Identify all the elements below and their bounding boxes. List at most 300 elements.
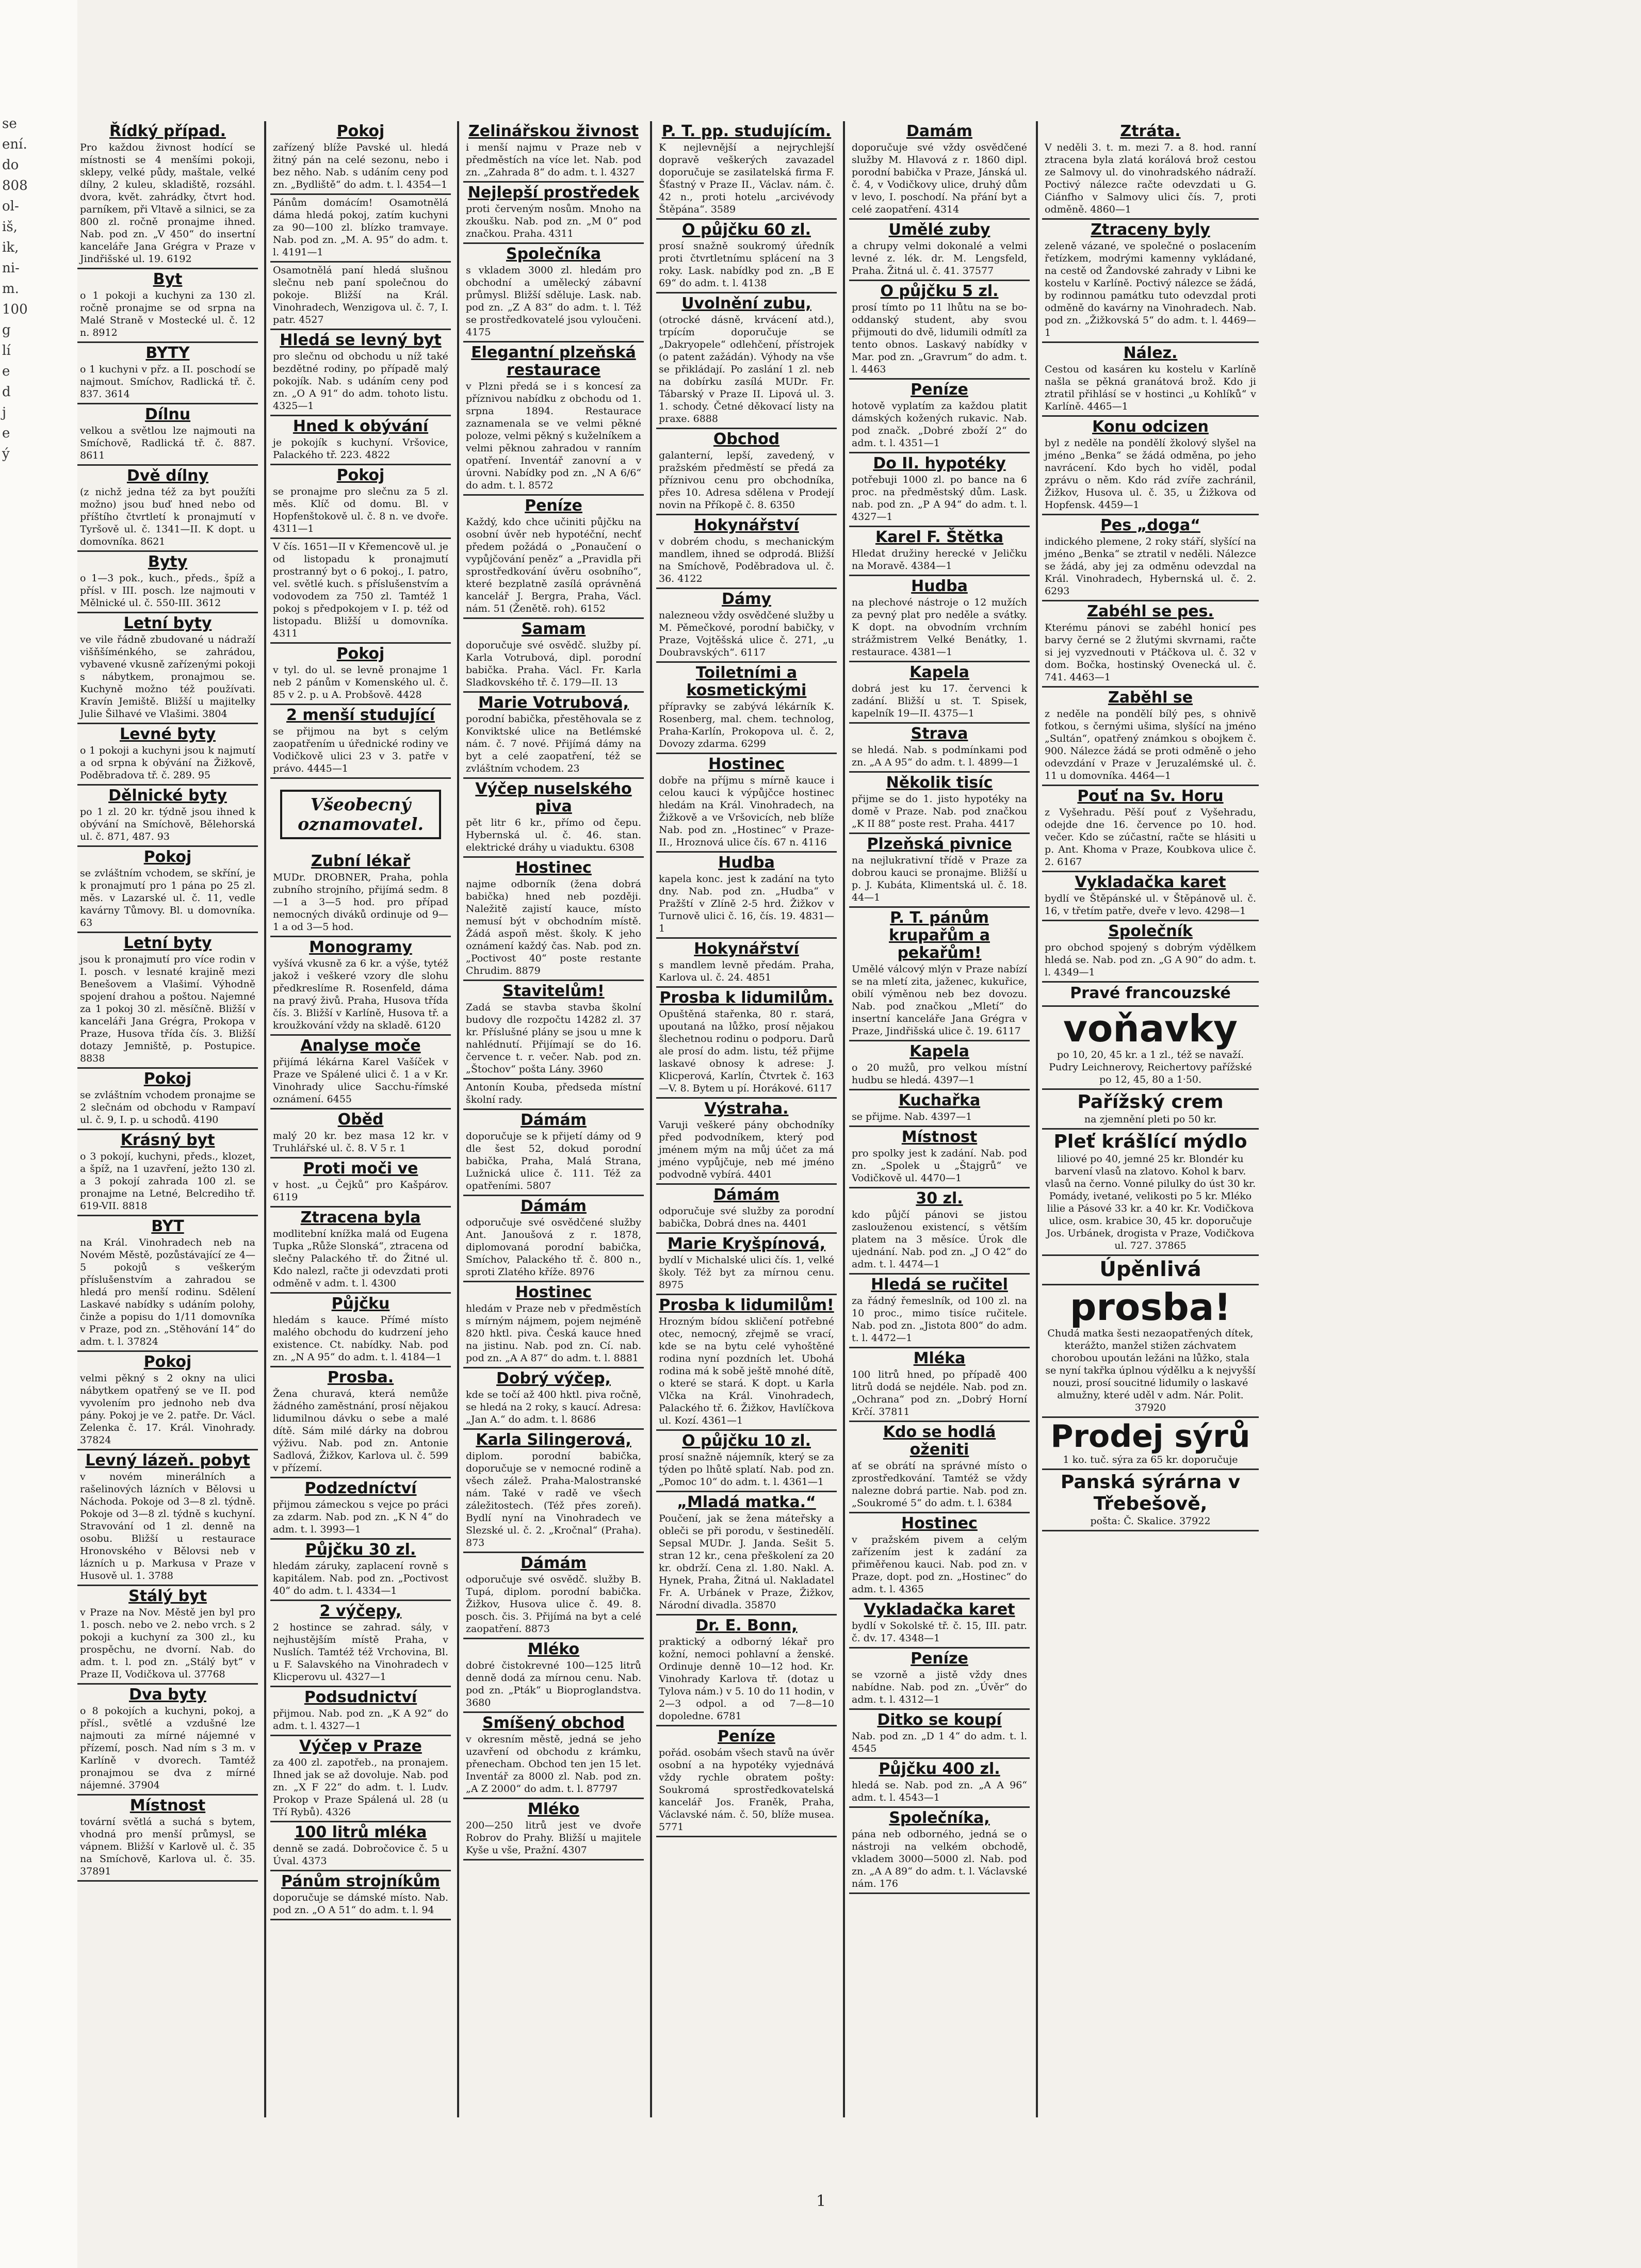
ad-heading: Obchod bbox=[713, 430, 780, 448]
classified-ad bbox=[270, 263, 451, 330]
edge-fragment: 808 bbox=[2, 178, 28, 193]
classified-ad bbox=[270, 644, 451, 705]
ad-text: za 400 zl. zapotřeb., na pronajem. Ihned jak se až dovoluje. Nab. pod zn. „X F 22“ do adm. t. l. Ludv. Prokop v Praze Spálená ul. 28 (u Tří Rybů). 4326 bbox=[273, 1757, 448, 1818]
edge-fragment: ol- bbox=[2, 199, 19, 214]
classified-ad bbox=[77, 121, 258, 269]
ad-heading: Proti moči ve bbox=[303, 1160, 418, 1178]
edge-fragment: m. bbox=[2, 281, 19, 297]
classified-ad bbox=[849, 662, 1030, 724]
ad-heading: Hostinec bbox=[901, 1514, 978, 1532]
ad-text: kapela konc. jest k zadání na tyto dny. Nab. pod zn. „Hudba“ v Pražští v Zlíně 2-5 hrd. Žižkov v Turnově ulici č. 16, čís. 19. 4831—1 bbox=[659, 873, 834, 934]
classified-ad bbox=[849, 724, 1030, 773]
ad-text: o 20 mužů, pro velkou místní hudbu se hledá. 4397—1 bbox=[852, 1062, 1027, 1086]
ad-text: Osamotnělá paní hledá slušnou slečnu neb paní společnou do pokoje. Bližší na Král. Vinohradech, Wenzigova ul. č. 7, I. patr. 4527 bbox=[273, 265, 448, 325]
classified-ad bbox=[1042, 1130, 1259, 1256]
classified-ad bbox=[1042, 688, 1259, 786]
ad-heading: „Mladá matka.“ bbox=[677, 1493, 816, 1511]
ad-heading: Pleť krášlící mýdlo bbox=[1053, 1131, 1247, 1152]
ad-heading: O půjčku 5 zl. bbox=[880, 282, 999, 300]
classified-ad bbox=[1042, 786, 1259, 872]
ad-text: diplom. porodní babička, doporučuje se v nemocné rodině a všech zálež. Praha-Malostranské nám. Také v radě ve všech záležitostech. (Též přes zoreň). Bydlí nyní na Vinohradech ve Slezské ul. č. 2. „Kročnal“ (Praha). 873 bbox=[466, 1450, 641, 1548]
classified-ad bbox=[463, 981, 644, 1080]
ad-heading: BYTY bbox=[145, 344, 190, 362]
ad-text: o 1 kuchyni v přz. a II. poschodí se najmout. Smíchov, Radlická tř. č. 837. 3614 bbox=[80, 364, 255, 400]
ad-text: pořád. osobám všech stavů na úvěr osobní a na hypotéky vyjednává vždy rychle obratem pošty: Soukromá sprostředkovatelská kancelář Jos. Franěk, Praha, Václavské nám. č. 50, blíže musea. 5771 bbox=[659, 1747, 834, 1833]
classified-ad bbox=[1042, 1090, 1259, 1130]
ad-heading: Oběd bbox=[337, 1111, 384, 1129]
ad-heading: Samam bbox=[521, 620, 586, 638]
classified-ad bbox=[656, 220, 837, 293]
classified-ad bbox=[656, 939, 837, 988]
ad-heading: Dámám bbox=[521, 1197, 587, 1215]
ad-heading: Hledá se ručitel bbox=[871, 1276, 1008, 1294]
ad-text: proti červeným nosům. Mnoho na zkoušku. Nab. pod zn. „M 0“ pod značkou. Praha. 4311 bbox=[466, 203, 641, 239]
classified-ad bbox=[1042, 417, 1259, 515]
ad-text: kde se točí až 400 hktl. piva ročně, se hledá na 2 roky, s kaucí. Adresa: „Jan A.“ do adm. t. l. 8686 bbox=[466, 1389, 641, 1425]
ad-text: tovární světlá a suchá s bytem, vhodná pro menší průmysl, se vápnem. Bližší v Karlově ul. č. 35 na Smíchově, Karlova ul. č. 35. 37891 bbox=[80, 1816, 255, 1877]
classified-ad bbox=[463, 1639, 644, 1713]
ad-heading: Podsudnictví bbox=[304, 1688, 417, 1706]
ad-text: doporučuje se k přijetí dámy od 9 dle šest 52, dokud porodní babička, Praha, Malá Strana, Lužnická ulice č. 111. Též za opatřeními. 5807 bbox=[466, 1131, 641, 1192]
ad-text: v okresním městě, jedná se jeho uzavření od obchodu z krámku, přenecham. Obchod ten jen 15 let. Inventář za 8000 zl. Nab. pod zn. „A Z 2000“ do adm. t. l. 87797 bbox=[466, 1734, 641, 1794]
classified-ad bbox=[849, 1348, 1030, 1422]
classified-ad bbox=[849, 834, 1030, 908]
ad-text: pro obchod spojený s dobrým výdělkem hledá se. Nab. pod zn. „G A 90“ do adm. t. l. 4349—1 bbox=[1045, 942, 1256, 978]
ad-text: hledám v Praze neb v předměstích s mírným nájmem, pojem nejméně 820 hktl. piva. Česká kauce hned na jistinu. Nab. pod zn. Cí. nab. pod zn. „A A 87“ do adm. t. l. 8881 bbox=[466, 1303, 641, 1364]
classified-ad bbox=[270, 1478, 451, 1540]
ad-text: modlitební knížka malá od Eugena Tupka „Růže Slonská“, ztracena od slečny Palackého tř. do Žitné ul. Kdo nalezl, račte ji odevzdati proti odměně v adm. t. l. 4300 bbox=[273, 1228, 448, 1289]
ad-text: MUDr. DROBNER, Praha, pohla zubního strojního, přijímá sedm. 8—1 a 3—5 hod. pro případ nemocných diváků ordinuje od 9—1 a od 3—5 hod. bbox=[273, 872, 448, 933]
ad-text: se hledá. Nab. s podmínkami pod zn. „A A 95“ do adm. t. l. 4899—1 bbox=[852, 744, 1027, 768]
classified-ad bbox=[656, 1616, 837, 1726]
classified-ad bbox=[849, 576, 1030, 662]
ad-heading: Letní byty bbox=[123, 934, 212, 952]
ad-text: i menší najmu v Praze neb v předměstích na více let. Nab. pod zn. „Zahrada 8“ do adm. t. l. 4327 bbox=[466, 142, 641, 178]
ad-text: bydlí v Michalské ulici čís. 1, velké školy. Též byt za mírnou cenu. 8975 bbox=[659, 1254, 834, 1291]
ad-heading: Výstraha. bbox=[704, 1100, 789, 1118]
ad-heading: O půjčku 10 zl. bbox=[682, 1432, 811, 1450]
classified-ad bbox=[849, 1710, 1030, 1759]
ad-text: jsou k pronajmutí pro více rodin v I. posch. v lesnaté krajině mezi Benešovem a Vlašimí. Výhodně spojení drahou a poštou. Najemné za 1 pokoj 30 zl. měsíčně. Bližší v kanceláři Jana Grégra, Prokopa v Praze, Husova třída čís. 3. Bližší dotazy Jemniště, p. Postupice. 8838 bbox=[80, 954, 255, 1064]
classified-ad bbox=[1042, 121, 1259, 220]
ad-heading: Kdo se hodlá oženiti bbox=[883, 1423, 996, 1459]
classified-ad bbox=[463, 1799, 644, 1861]
ad-heading: P. T. pp. studujícím. bbox=[661, 122, 832, 140]
ad-heading: Dámám bbox=[521, 1111, 587, 1129]
ad-text: hotově vyplatím za každou platit dámských kožených rukavic. Nab. pod značk. „Dobré zboží 2“ do adm. t. l. 4351—1 bbox=[852, 400, 1027, 449]
classified-ad bbox=[656, 121, 837, 220]
ad-heading: Stavitelům! bbox=[502, 982, 605, 1000]
classified-ad bbox=[270, 195, 451, 263]
ad-heading: Zubní lékař bbox=[311, 852, 411, 870]
edge-fragment: lí bbox=[2, 343, 11, 358]
ad-heading: Pokoj bbox=[143, 848, 192, 866]
ad-heading: Hokynářství bbox=[694, 940, 799, 958]
classified-ad bbox=[656, 988, 837, 1099]
classified-ad bbox=[1042, 220, 1259, 343]
ad-heading: Hudba bbox=[911, 577, 968, 595]
classified-ad bbox=[849, 1649, 1030, 1710]
ad-text: Opuštěná stařenka, 80 r. stará, upoutaná na lůžko, prosí nějakou šlechetnou rodinu o podporu. Darů ale prosí do adm. listu, též přijme laskavé obnosy k adrese: J. Klicperová, Karlín, Čtvrtek č. 163—V. 8. Bytem u pí. Horákové. 6117 bbox=[659, 1008, 834, 1094]
ad-text: Každý, kdo chce učiniti půjčku na osobní úvěr neb hypotéční, nechť předem požádá o „Ponaučení o vypůjčování peněz“ a „Pravidla při sprostředkování úvěru osobního“, které bezplatně zasílá oprávněná kancelář J. Bergra, Praha, Václ. nám. 51 (Ženětě. roh). 6152 bbox=[466, 516, 641, 614]
classified-ad bbox=[270, 937, 451, 1036]
ad-heading: Nález. bbox=[1123, 344, 1178, 362]
ad-heading: Kuchařka bbox=[898, 1091, 981, 1109]
classified-ad bbox=[270, 1208, 451, 1294]
column-2 bbox=[270, 121, 451, 2117]
ad-text: na nejlukrativní třídě v Praze za dobrou kauci se pronajme. Bližší u p. J. Kubáta, Klimentská ul. č. 18. 44—1 bbox=[852, 855, 1027, 903]
ad-text: dobrá jest ku 17. červenci k zadání. Bližší u st. T. Spisek, kapelník 19—II. 4375—1 bbox=[852, 683, 1027, 719]
ad-heading: Hostinec bbox=[515, 1283, 592, 1301]
edge-fragment: ni- bbox=[2, 260, 20, 276]
ad-heading: Pokoj bbox=[336, 466, 385, 484]
classified-ad bbox=[1042, 515, 1259, 601]
ad-heading: Ztraceny byly bbox=[1091, 221, 1210, 239]
classified-ad bbox=[77, 724, 258, 786]
ad-heading: Kapela bbox=[909, 663, 969, 681]
ad-heading: Zabéhl se pes. bbox=[1087, 602, 1214, 621]
classified-ad bbox=[463, 779, 644, 858]
ad-heading: Pes „doga“ bbox=[1100, 516, 1200, 534]
classified-ad bbox=[270, 539, 451, 644]
ad-text: liliové po 40, jemné 25 kr. Blondér ku barvení vlasů na zlatovo. Kohol k barv. vlasů na černo. Vonné pilulky do úst 30 kr. Pomády, ivetané, velikosti po 5 kr. Mléko lilie a Pásové 33 kr. a 40 kr. Kr. Vodičkova ulice, osm. krabice 30, 45 kr. doporučuje Jos. Urbánek, drogista v Praze, Vodičkova ul. 727. 37865 bbox=[1045, 1153, 1256, 1251]
ad-heading: Letní byty bbox=[123, 614, 212, 632]
left-page-edge bbox=[0, 0, 77, 2268]
classified-ad bbox=[849, 1513, 1030, 1600]
classified-ad bbox=[849, 380, 1030, 453]
ad-heading: Hned k obývání bbox=[293, 417, 429, 435]
ad-heading: Levný lázeň. pobyt bbox=[85, 1451, 250, 1470]
ad-heading: Strava bbox=[911, 725, 968, 743]
ad-text: Varuji veškeré pány obchodníky před podvodníkem, který pod jménem mým na můj účet za má jméno vypůjčuje, neb mé jméno podvodně vybírá. 4401 bbox=[659, 1119, 834, 1180]
column-rule bbox=[843, 121, 845, 2117]
newspaper-page bbox=[77, 121, 1604, 2117]
classified-ad bbox=[656, 515, 837, 589]
classified-ad bbox=[849, 773, 1030, 834]
ad-heading: Kapela bbox=[909, 1042, 969, 1060]
ad-text: pošta: Č. Skalice. 37922 bbox=[1090, 1515, 1211, 1527]
ad-heading: Dvě dílny bbox=[126, 467, 209, 485]
ad-heading: Krásný byt bbox=[120, 1131, 215, 1149]
classified-ad bbox=[270, 1036, 451, 1109]
ad-heading: Do II. hypotéky bbox=[873, 454, 1006, 472]
classified-ad bbox=[463, 1553, 644, 1639]
ad-heading: Levné byty bbox=[119, 725, 216, 743]
classified-ad bbox=[463, 183, 644, 244]
ad-heading: Konu odcizen bbox=[1092, 418, 1209, 436]
classified-ad bbox=[656, 1295, 837, 1431]
classified-ad bbox=[1042, 872, 1259, 921]
ad-heading: Několik tisíc bbox=[886, 774, 993, 792]
ad-heading: Karla Silingerová, bbox=[476, 1431, 631, 1449]
classified-ad bbox=[77, 1069, 258, 1130]
ad-text: s vkladem 3000 zl. hledám pro obchodní a umělecký zábavní průmysl. Bližší sděluje. Lask. nab. pod zn. „Z A 83“ do adm. t. l. Též se prostředkovatelé jsou vyloučeni. 4175 bbox=[466, 265, 641, 338]
ad-heading: Podzedníctví bbox=[304, 1479, 417, 1497]
classified-ad bbox=[77, 786, 258, 847]
ad-text: se vzorně a jistě vždy dnes nabídne. Nab. pod zn. „Úvěr“ do adm. t. l. 4312—1 bbox=[852, 1669, 1027, 1705]
ad-text: 1 ko. tuč. sýra za 65 kr. doporučuje bbox=[1063, 1454, 1238, 1465]
classified-ad bbox=[270, 1822, 451, 1871]
ad-heading: Plzeňská pivnice bbox=[867, 835, 1012, 853]
classified-ad bbox=[77, 466, 258, 552]
ad-text: o 1—3 pok., kuch., předs., špíž a přísl. v III. posch. lze najmouti v Mělnické ul. č. 550-III. 3612 bbox=[80, 573, 255, 609]
ad-heading: Hledá se levný byt bbox=[280, 331, 442, 349]
classified-ad bbox=[270, 851, 451, 937]
ad-text: Pánům domácím! Osamotnělá dáma hledá pokoj, zatím kuchyni za 90—100 zl. blízko tramvaye. Nab. pod zn. „M. A. 95“ do adm. t. l. 4191—1 bbox=[273, 197, 448, 258]
classified-ad bbox=[849, 1041, 1030, 1090]
ad-heading: Marie Votrubová, bbox=[478, 694, 629, 712]
classified-ad bbox=[1042, 983, 1259, 1007]
ad-heading: 100 litrů mléka bbox=[294, 1823, 427, 1841]
ad-heading: Mléka bbox=[913, 1349, 966, 1367]
edge-fragment: do bbox=[2, 157, 19, 173]
ad-heading: Pokoj bbox=[336, 645, 385, 663]
ad-heading: Vykladačka karet bbox=[864, 1601, 1015, 1619]
ad-heading: Hokynářství bbox=[694, 516, 799, 534]
ad-heading: Monogramy bbox=[309, 938, 412, 956]
ad-heading: Stálý byt bbox=[128, 1587, 207, 1605]
ad-heading: Dobrý výčep, bbox=[496, 1369, 611, 1388]
ad-text: Pro každou živnost hodící se místnosti se 4 menšími pokoji, sklepy, velké půdy, maštale, velké dílny, 2 kuleu, skladiště, rozsáhl. dvora, květ. zahrádky, čtvrt hod. parníkem, při Vltavě a silnici, se za 800 zl. ročně pronajme ihned. Nab. pod zn. „V 450“ do insertní kanceláře Jana Grégra v Praze v Jindřišské ul. 19. 6192 bbox=[80, 142, 255, 265]
ad-text: ať se obrátí na správné místo o zprostředkování. Tamtéž se vždy nalezne dobrá partie. Nab. pod zn. „Soukromé 5“ do adm. t. l. 6384 bbox=[852, 1460, 1027, 1509]
ad-text: nalezneou vždy osvědčené služby u M. Pěmečkové, porodní babičky, v Praze, Vojtěšská ulice č. 271, „u Doubravských“. 6117 bbox=[659, 610, 834, 658]
ad-heading: Společníka bbox=[506, 245, 601, 263]
classified-ad bbox=[1042, 1285, 1259, 1418]
ad-heading: Zaběhl se bbox=[1108, 689, 1193, 707]
ad-heading: Místnost bbox=[901, 1128, 978, 1146]
classified-ad bbox=[656, 1185, 837, 1234]
classified-ad bbox=[270, 779, 451, 851]
ad-text: na plechové nástroje o 12 mužích za pevný plat pro neděle a svátky. K dopt. na obvodním vrchním strážmistrem Velké Benátky, 1. restaurace. 4381—1 bbox=[852, 597, 1027, 658]
ad-heading: Toiletními a kosmetickými bbox=[686, 664, 807, 699]
ad-heading: Uvolnění zubu, bbox=[681, 295, 811, 313]
classified-ad bbox=[77, 1130, 258, 1216]
ad-text: se zvláštním vchodem, se skříní, je k pronajmutí pro 1 pána po 25 zl. měs. v Lazarské ul. č. 11, vedle kavárny Tůmovy. Bl. u domovníka. 63 bbox=[80, 868, 255, 928]
edge-fragment: j bbox=[2, 405, 7, 420]
column-1 bbox=[77, 121, 258, 2117]
classified-ad bbox=[463, 1110, 644, 1196]
ad-text: Zadá se stavba stavba školní budovy dle rozpočtu 14282 zl. 37 kr. Příslušné plány se jsou u mne k nahlédnutí. Přijímají se do 16. července t. r. večer. Nab. pod zn. „Štochov“ pošta Lány. 3960 bbox=[466, 1002, 641, 1075]
ad-heading: Řídký případ. bbox=[109, 122, 226, 140]
ad-heading: Výčep nuselského piva bbox=[475, 780, 632, 815]
ad-heading: 2 výčepy, bbox=[319, 1602, 402, 1620]
ad-text: 100 litrů hned, po případě 400 litrů dodá se nejdéle. Nab. pod zn. „Ochrana“ pod zn. „Dobrý Horní Krčí. 37811 bbox=[852, 1369, 1027, 1417]
ad-heading: Prosba. bbox=[327, 1368, 394, 1386]
classified-ad bbox=[1042, 1007, 1259, 1090]
classified-ad bbox=[270, 1109, 451, 1159]
ad-heading: Marie Kryšpínová, bbox=[667, 1235, 826, 1253]
ad-text: přijmou. Nab. pod zn. „K A 92“ do adm. t. l. 4327—1 bbox=[273, 1708, 448, 1732]
ad-heading: Dílnu bbox=[144, 405, 191, 423]
edge-fragment: ik, bbox=[2, 240, 19, 255]
ad-text: Cestou od kasáren ku kostelu v Karlíně našla se pěkná granátová brož. Kdo ji ztratil přihlásí se v hostinci „u Kohlíků“ v Karlíně. 4465—1 bbox=[1045, 364, 1256, 412]
ad-text: malý 20 kr. bez masa 12 kr. v Truhlářské ul. č. 8. V 5 r. 1 bbox=[273, 1130, 448, 1154]
adjacent-page-text-fragments bbox=[2, 113, 28, 464]
classified-ad bbox=[656, 754, 837, 853]
ad-text: 2 hostince se zahrad. sály, v nejhustějším místě Praha, v Nuslích. Tamtéž též Vrchovina, Bl. u F. Salavského na Vinohradech v Klicperovu ul. 4327—1 bbox=[273, 1622, 448, 1683]
ad-heading: Ztracena byla bbox=[300, 1209, 421, 1227]
ad-text: kdo půjčí pánovi se jistou zaslouženou existencí, s větším platem na 3 měsíce. Úrok dle ujednání. Nab. pod zn. „J O 42“ do adm. t. l. 4474—1 bbox=[852, 1209, 1027, 1270]
classified-ad bbox=[77, 1216, 258, 1352]
classified-ad bbox=[463, 619, 644, 693]
classified-ad bbox=[463, 693, 644, 779]
ad-text: doporučuje své vždy osvědčené služby M. Hlavová z r. 1860 dipl. porodní babička v Praze, Jánská ul. č. 4, v Vodičkovy ulice, druhý dům v levo, I. poschodí. Na přání byt a celé zaopatření. 4314 bbox=[852, 142, 1027, 215]
ad-text: galanterní, lepší, zavedený, v pražském předměstí se předá za příznivou cenu pro obchodníka, přes 10. Adresa sdělena v Prodejí novin na Příkopě č. 8. 6350 bbox=[659, 450, 834, 511]
classified-ad bbox=[463, 1368, 644, 1430]
edge-fragment: e bbox=[2, 364, 10, 379]
classified-ad bbox=[77, 1450, 258, 1586]
ad-heading: Pařížský crem bbox=[1077, 1091, 1224, 1113]
ad-heading: Společníka, bbox=[889, 1809, 990, 1827]
classified-ad bbox=[270, 1687, 451, 1736]
classified-ad bbox=[270, 1601, 451, 1687]
classified-ad bbox=[77, 552, 258, 613]
ad-text: (otrocké dásně, krvácení atd.), trpícím doporučuje se „Dakryopele“ odlehčení, přístrojek (o patent zažádán). Výhody na vše se přikládají. Po zaslání 1 zl. neb na dobírku zasílá MUDr. Fr. Tábarský v Praze II. Lipová ul. 3. 1. schody. Četné děkovací listy na praxe. 6888 bbox=[659, 314, 834, 425]
classified-ad bbox=[463, 1430, 644, 1553]
ad-text: byl z neděle na pondělí žkolový slyšel na jméno „Benka“ se žádá odměna, po jeho navrácení. Kdo bych ho viděl, podal zprávu o něm. Kdo rád zvíře zachránil, Žižkov, Husova ul. č. 35, u Žižkova od Hopfensk. 4459—1 bbox=[1045, 437, 1256, 511]
ad-text: Kterému pánovi se zabéhl honicí pes barvy černé se 2 žlutými skvrnami, račte si jej vyzvednouti v Ptáčkova ul. č. 32 v dom. Bočka, hostinský Ovenecká ul. č. 741. 4463—1 bbox=[1045, 622, 1256, 683]
ad-text: Chudá matka šesti nezaopatřených dítek, kterážto, manžel stižen záchvatem chorobou upoután ležáni na lůžko, stala se nyní takřka úplnou výdělku a k nejvyšší nouzi, prosí soucitné lidumily o laskavé almužny, které uděl v adm. Nár. Polit. 37920 bbox=[1045, 1328, 1256, 1413]
ad-text: 200—250 litrů jest ve dvoře Robrov do Prahy. Bližší u majitele Kyše u vše, Pražní. 4307 bbox=[466, 1820, 641, 1856]
classified-ad bbox=[849, 453, 1030, 527]
edge-fragment: se bbox=[2, 116, 17, 132]
ad-text: velmi pěkný s 2 okny na ulici nábytkem opatřený se ve II. pod vyvolením pro jednoho neb dva pány. Pokoj je ve 2. patře. Dr. Václ. Zelenka č. 17. Král. Vinohrady. 37824 bbox=[80, 1373, 255, 1446]
ad-heading: Byty bbox=[148, 553, 188, 571]
ad-text: (z nichž jedna též za byt použíti možno) jsou buď hned nebo od příštího čtvrtletí k pronajmutí v Tyršově ul. č. 1341—II. K dopt. u domovníka. 8621 bbox=[80, 486, 255, 547]
ad-heading: Pokoj bbox=[143, 1070, 192, 1088]
classified-ad bbox=[849, 281, 1030, 380]
ad-text: pět litr 6 kr., přímo od čepu. Hybernská ul. č. 46. stan. elektrické dráhy u viaduktu. 6308 bbox=[466, 817, 641, 853]
classified-ad bbox=[77, 404, 258, 466]
ad-heading: Dva byty bbox=[128, 1686, 207, 1704]
ad-text: doporučuje se dámské místo. Nab. pod zn. „O A 51“ do adm. t. l. 94 bbox=[273, 1892, 448, 1916]
ad-text: v novém minerálních a rašelinových lázních v Bělovsi u Náchoda. Pokoje od 3—8 zl. týdně. Pokoje od 3—8 zl. týdně s kuchyní. Stravování od 1 zl. denně na osobu. Bližší u restaurace Hronovského v Bělovsi neb v lázních u p. Markusa v Praze v Husově ul. 1. 3788 bbox=[80, 1471, 255, 1581]
ad-heading: Prosba k lidumilům. bbox=[659, 989, 834, 1007]
ad-text: indického plemene, 2 roky stáří, slyšící na jméno „Benka“ se ztratil v neděli. Nálezce se žádá, aby jej za odměnu odevzdal na Král. Vinohradech, Hybernská ul. č. 2. 6293 bbox=[1045, 536, 1256, 597]
column-5 bbox=[849, 121, 1030, 2117]
classified-ad bbox=[656, 589, 837, 663]
ad-heading: Peníze bbox=[718, 1727, 775, 1745]
ad-text: přípravky se zabývá lékárník K. Rosenberg, mal. chem. technolog, Praha-Karlín, Prokopova ul. č. 2, Dovozy zdarma. 6299 bbox=[659, 701, 834, 749]
classified-ad bbox=[463, 858, 644, 981]
ad-heading: Pokoj bbox=[143, 1353, 192, 1371]
ad-text: na Král. Vinohradech neb na Novém Městě, pozůstávající ze 4—5 pokojů s veškerým příslušenstvím a zahradou se hledá pro menší rodinu. Sdělení Laskavé nabídky s udáním polohy, činže a popisu do 1/11 domovníka v Praze, pod zn. „Stěhování 14“ do adm. t. l. 37824 bbox=[80, 1237, 255, 1347]
ad-text: Antonín Kouba, předseda místní školní rady. bbox=[466, 1082, 641, 1105]
ad-heading: Hostinec bbox=[708, 755, 785, 773]
classified-ad bbox=[656, 663, 837, 754]
ad-text: za řádný řemeslník, od 100 zl. na 10 proc., mimo tisíce ručitele. Nab. pod zn. „Jistota 800“ do adm. t. l. 4472—1 bbox=[852, 1295, 1027, 1344]
ad-text: se zvláštním vchodem pronajme se 2 slečnám od obchodu v Rampaví ul. č. 9, I. p. u schodů. 4190 bbox=[80, 1089, 255, 1125]
classified-ad bbox=[270, 1159, 451, 1208]
classified-ad bbox=[849, 1759, 1030, 1808]
ad-text: Umělé válcový mlýn v Praze nabízí se na mletí zita, jaženec, kukuřice, obilí výměnou neb bez dovozu. Nab. pod značkou „Mletí“ do insertní kanceláře Jana Grégra v Praze, Jindřišská ulice č. 19. 6117 bbox=[852, 964, 1027, 1037]
ad-text: pro slečnu od obchodu u níž také bezdětné rodiny, po případě malý pokojík. Nab. s udáním ceny pod zn. „O A 91“ do adm. tohoto listu. 4325—1 bbox=[273, 351, 448, 412]
ad-heading: 30 zl. bbox=[916, 1189, 963, 1208]
ad-text: Hrozným bídou skličení potřebné otec, nemocný, zřejmě se vrací, kde se na bytu celé vyhoštěné rodina nyní pozdních let. Ubohá rodina má k sobě ještě mnohé dítě, o které se stará. K dopt. u Karla Vlčka na Král. Vinohradech, Palackého tř. 6. Žižkov, Havlíčkova ul. Kozí. 4361—1 bbox=[659, 1316, 834, 1426]
classified-ad bbox=[849, 908, 1030, 1041]
classified-ad bbox=[270, 1871, 451, 1920]
ad-text: Poučení, jak se žena máteřsky a obleči se při porodu, v šestinedělí. Sepsal MUDr. J. Janda. Sešit 5. stran 12 kr., cena přeškolení za 20 kr. obdrží. Cena zl. 1.80. Nakl. A. Hynek, Praha, Žitná ul. Nakladatel Fr. A. Urbánek v Praze, Žižkov, Národní divadla. 35870 bbox=[659, 1513, 834, 1611]
ad-heading: Místnost bbox=[129, 1797, 206, 1815]
ad-text: je pokojík s kuchyní. Vršovice, Palackého tř. 223. 4822 bbox=[273, 437, 448, 461]
ad-text: vyšívá vkusně za 6 kr. a výše, tytéž jakož i veškeré vzory dle slohu předkreslíme R. Rosenfeld, dáma na pravý živů. Praha, Husova třída čís. 3. Bližší v Karlíně, Husova tř. a kroužkování vždy na skladě. 6120 bbox=[273, 958, 448, 1031]
ad-text: se pronajme pro slečnu za 5 zl. měs. Klíč od domu. Bl. v Hopfenštokově ul. č. 8 n. ve dvoře. 4311—1 bbox=[273, 486, 448, 534]
ad-text: odporučuje své osvědč. služby B. Tupá, diplom. porodní babička. Žižkov, Husova ulice č. 49. 8. posch. čis. 3. Přijímá na byt a celé zaopatření. 8873 bbox=[466, 1574, 641, 1635]
classified-ad bbox=[270, 1294, 451, 1367]
classified-ad bbox=[270, 416, 451, 465]
ad-text: přijímá lékárna Karel Vašíček v Praze ve Spálené ulici č. 1 a v Kr. Vinohrady ulice Sacchu-římské oznámení. 6455 bbox=[273, 1056, 448, 1105]
ad-text: pro spolky jest k zadání. Nab. pod zn. „Spolek u „Štajgrů“ ve Vodičkově ul. 4470—1 bbox=[852, 1148, 1027, 1184]
column-rule bbox=[264, 121, 266, 2117]
classified-ad bbox=[463, 244, 644, 342]
ad-heading: 2 menší studující bbox=[286, 706, 435, 724]
ad-text: a chrupy velmi dokonalé a velmi levné z. lék. dr. M. Lengsfeld, Praha. Žitná ul. č. 41. 37577 bbox=[852, 240, 1027, 276]
classified-ad bbox=[849, 1275, 1030, 1348]
ad-heading: Smíšený obchod bbox=[482, 1714, 625, 1732]
ad-text: prosí snažně soukromý úředník proti čtvrtletnímu splácení na 3 roky. Lask. nabídky pod zn. „B E 69“ do adm. t. l. 4138 bbox=[659, 240, 834, 289]
column-rule bbox=[650, 121, 652, 2117]
column-rule bbox=[457, 121, 459, 2117]
ad-heading: Pokoj bbox=[336, 122, 385, 140]
ad-heading: Nejlepší prostředek bbox=[467, 184, 640, 202]
ad-heading: O půjčku 60 zl. bbox=[682, 221, 811, 239]
classified-ad bbox=[849, 1600, 1030, 1649]
ad-text: odporučuje své osvědčené služby Ant. Janoušová z r. 1878, diplomovaná porodní babička, Smíchov, Palackého tř. č. 800 n., sproti Zlatého kříže. 8976 bbox=[466, 1217, 641, 1278]
ad-heading: Pravé francouzské bbox=[1070, 984, 1231, 1002]
ad-text: denně se zadá. Dobročovice č. 5 u Úval. 4373 bbox=[273, 1843, 448, 1867]
classified-ad bbox=[77, 933, 258, 1069]
classified-ad bbox=[77, 269, 258, 343]
classified-ad bbox=[463, 1282, 644, 1368]
edge-fragment: d bbox=[2, 384, 11, 400]
ad-text: pána neb odborného, jedná se o nástroji na velkém obchodě, vkladem 3000—5000 zl. Nab. pod zn. „A A 89“ do adm. t. l. Václavské nám. 176 bbox=[852, 1829, 1027, 1889]
classified-ad bbox=[1042, 1256, 1259, 1285]
ad-heading: Peníze bbox=[525, 497, 582, 515]
ad-heading: Prodej sýrů bbox=[1050, 1418, 1250, 1455]
classified-ad bbox=[849, 1127, 1030, 1188]
ad-text: po 10, 20, 45 kr. a 1 zl., též se navaží. Pudry Leichnerovy, Reichertovy pařížské po 12, 45, 80 a 1·50. bbox=[1049, 1049, 1252, 1085]
ad-heading: prosba! bbox=[1069, 1285, 1231, 1329]
classified-ad bbox=[849, 1422, 1030, 1513]
ad-heading: Prosba k lidumilům! bbox=[659, 1296, 834, 1314]
classified-ad bbox=[463, 342, 644, 496]
ad-text: o 3 pokojí, kuchyni, předs., klozet, a špíž, na 1 uzavření, ježto 130 zl. a 3 pokojí zahrada 100 zl. se pronajme na Letné, Belcrediho tř. 619-VII. 8818 bbox=[80, 1151, 255, 1212]
ad-text: K nejlevnější a nejrychlejší dopravě veškerých zavazadel doporučuje se zasilatelská firma F. Šťastný v Praze II., Václav. nám. č. 42 n., proti hotelu „arcivévody Štěpána“. 3589 bbox=[659, 142, 834, 215]
classified-ad bbox=[1042, 1470, 1259, 1531]
ad-text: ve vile řádně zbudované u nádraží višňšíménkého, se zahrádou, vybavené vkusně zařízenými pokoji s nábytkem, pronajmou se. Kuchyně možno též používati. Kravín Jemiště. Bližší u majitelky Julie Šilhavé ve Vlašimi. 3804 bbox=[80, 634, 255, 720]
ad-heading: Pánům strojníkům bbox=[281, 1872, 440, 1890]
ad-heading: P. T. pánům krupařům a pekařům! bbox=[889, 909, 990, 962]
ad-text: hledá se. Nab. pod zn. „A A 96“ adm. t. l. 4543—1 bbox=[852, 1780, 1027, 1803]
ad-heading: Ztráta. bbox=[1120, 122, 1181, 140]
ad-heading: Analyse moče bbox=[300, 1037, 421, 1055]
ad-text: porodní babička, přestěhovala se z Konviktské ulice na Betlémské nám. č. 7 nové. Přijímá dámy na byt a celé zaopatření, též se zvláštním vchodem. 23 bbox=[466, 713, 641, 774]
classified-ad bbox=[270, 1367, 451, 1478]
classified-ad bbox=[849, 1808, 1030, 1894]
edge-fragment: iš, bbox=[2, 219, 18, 235]
ad-heading: Elegantní plzeňská restaurace bbox=[471, 344, 636, 379]
classified-ad bbox=[1042, 921, 1259, 983]
classified-ad bbox=[463, 1080, 644, 1110]
ad-text: v Praze na Nov. Městě jen byl pro 1. posch. nebo ve 2. nebo vrch. s 2 pokoji a kuchyní za 300 zl., ku prospěchu, ne dvorní. Nab. do adm. t. l. pod zn. „Stálý byt“ v Praze II, Vodičkova ul. 37768 bbox=[80, 1607, 255, 1680]
column-rule bbox=[1036, 121, 1038, 2117]
classified-ad bbox=[463, 1196, 644, 1282]
ad-text: se přijme. Nab. 4397—1 bbox=[852, 1111, 972, 1122]
ad-text: praktický a odborný lékař pro kožní, nemoci pohlavní a ženské. Ordinuje denně 10—12 hod. Kr. Vinohrady Karlova tř. (dotaz u Tylova nám.) v 5. 10 do 11 hodin, v 2—3 odpol. a od 7—8—10 dopoledne. 6781 bbox=[659, 1636, 834, 1722]
page-footer-mark: 1 bbox=[816, 2192, 826, 2210]
ad-heading: Společník bbox=[1108, 922, 1193, 940]
classified-ad bbox=[270, 1736, 451, 1822]
